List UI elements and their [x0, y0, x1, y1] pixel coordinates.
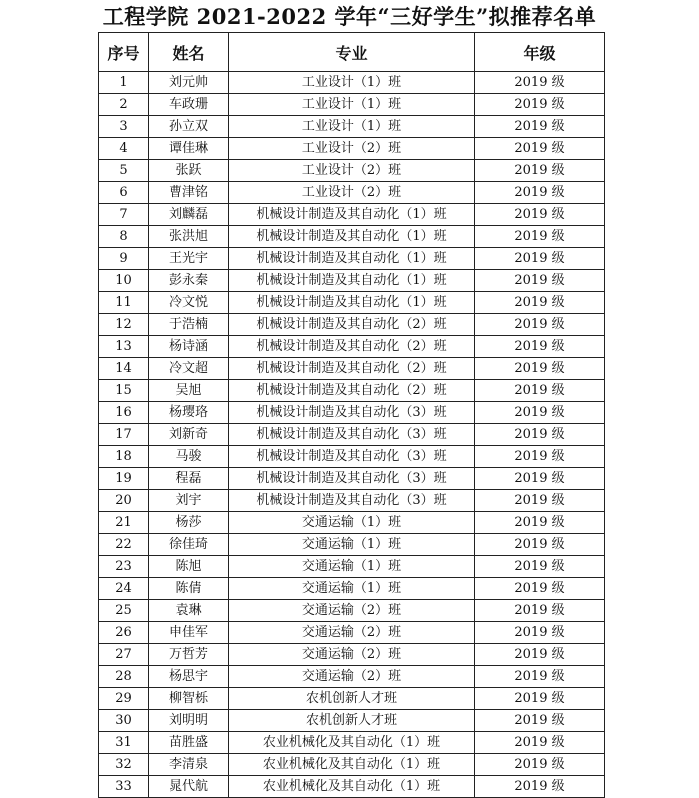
- cell-major: 农业机械化及其自动化（1）班: [229, 732, 475, 754]
- cell-grade: 2019 级: [475, 138, 605, 160]
- cell-major: 交通运输（2）班: [229, 600, 475, 622]
- cell-name: 王光宇: [149, 248, 229, 270]
- cell-major: 机械设计制造及其自动化（1）班: [229, 204, 475, 226]
- cell-name: 徐佳琦: [149, 534, 229, 556]
- cell-major: 机械设计制造及其自动化（2）班: [229, 336, 475, 358]
- cell-major: 交通运输（1）班: [229, 512, 475, 534]
- cell-name: 张跃: [149, 160, 229, 182]
- cell-name: 刘元帅: [149, 72, 229, 94]
- table-body: [99, 72, 605, 798]
- cell-name: 刘麟磊: [149, 204, 229, 226]
- table-row: [99, 138, 605, 160]
- table-header-row: [99, 33, 605, 72]
- cell-grade: 2019 级: [475, 644, 605, 666]
- cell-no: 2: [99, 94, 149, 116]
- cell-no: 11: [99, 292, 149, 314]
- table-row: [99, 358, 605, 380]
- table-row: [99, 688, 605, 710]
- table-row: [99, 182, 605, 204]
- cell-no: 22: [99, 534, 149, 556]
- cell-major: 农业机械化及其自动化（1）班: [229, 776, 475, 798]
- table-row: [99, 600, 605, 622]
- cell-grade: 2019 级: [475, 600, 605, 622]
- cell-grade: 2019 级: [475, 248, 605, 270]
- cell-name: 刘宇: [149, 490, 229, 512]
- cell-name: 刘明明: [149, 710, 229, 732]
- cell-name: 冷文超: [149, 358, 229, 380]
- table-row: [99, 72, 605, 94]
- cell-major: 交通运输（2）班: [229, 622, 475, 644]
- cell-no: 16: [99, 402, 149, 424]
- cell-grade: 2019 级: [475, 402, 605, 424]
- cell-major: 交通运输（1）班: [229, 556, 475, 578]
- cell-major: 机械设计制造及其自动化（2）班: [229, 314, 475, 336]
- cell-no: 30: [99, 710, 149, 732]
- cell-no: 21: [99, 512, 149, 534]
- cell-major: 工业设计（2）班: [229, 138, 475, 160]
- cell-no: 10: [99, 270, 149, 292]
- cell-name: 杨莎: [149, 512, 229, 534]
- cell-major: 机械设计制造及其自动化（1）班: [229, 248, 475, 270]
- table-row: [99, 160, 605, 182]
- cell-grade: 2019 级: [475, 776, 605, 798]
- table-row: [99, 336, 605, 358]
- cell-grade: 2019 级: [475, 226, 605, 248]
- cell-no: 6: [99, 182, 149, 204]
- cell-grade: 2019 级: [475, 94, 605, 116]
- cell-grade: 2019 级: [475, 688, 605, 710]
- table-row: [99, 534, 605, 556]
- table-row: [99, 468, 605, 490]
- cell-no: 3: [99, 116, 149, 138]
- cell-major: 机械设计制造及其自动化（1）班: [229, 226, 475, 248]
- cell-no: 4: [99, 138, 149, 160]
- cell-major: 交通运输（1）班: [229, 578, 475, 600]
- cell-major: 交通运输（1）班: [229, 534, 475, 556]
- cell-no: 27: [99, 644, 149, 666]
- cell-name: 万哲芳: [149, 644, 229, 666]
- cell-major: 工业设计（1）班: [229, 116, 475, 138]
- cell-grade: 2019 级: [475, 468, 605, 490]
- table-row: [99, 248, 605, 270]
- cell-no: 29: [99, 688, 149, 710]
- cell-name: 杨思宇: [149, 666, 229, 688]
- cell-no: 32: [99, 754, 149, 776]
- cell-grade: 2019 级: [475, 666, 605, 688]
- cell-name: 孙立双: [149, 116, 229, 138]
- cell-no: 20: [99, 490, 149, 512]
- cell-grade: 2019 级: [475, 490, 605, 512]
- cell-major: 机械设计制造及其自动化（3）班: [229, 490, 475, 512]
- cell-name: 陈旭: [149, 556, 229, 578]
- cell-major: 工业设计（2）班: [229, 182, 475, 204]
- table-row: [99, 622, 605, 644]
- table-row: [99, 226, 605, 248]
- cell-no: 14: [99, 358, 149, 380]
- table-row: [99, 710, 605, 732]
- cell-major: 机械设计制造及其自动化（1）班: [229, 270, 475, 292]
- cell-no: 28: [99, 666, 149, 688]
- table-row: [99, 666, 605, 688]
- cell-name: 彭永秦: [149, 270, 229, 292]
- cell-name: 申佳军: [149, 622, 229, 644]
- cell-major: 机械设计制造及其自动化（3）班: [229, 446, 475, 468]
- cell-grade: 2019 级: [475, 732, 605, 754]
- cell-name: 苗胜盛: [149, 732, 229, 754]
- cell-no: 5: [99, 160, 149, 182]
- cell-major: 工业设计（1）班: [229, 94, 475, 116]
- cell-no: 25: [99, 600, 149, 622]
- cell-grade: 2019 级: [475, 204, 605, 226]
- nominee-table: [98, 32, 605, 798]
- cell-grade: 2019 级: [475, 512, 605, 534]
- cell-grade: 2019 级: [475, 710, 605, 732]
- cell-no: 19: [99, 468, 149, 490]
- cell-grade: 2019 级: [475, 270, 605, 292]
- cell-major: 机械设计制造及其自动化（3）班: [229, 424, 475, 446]
- header-major: 专业: [229, 33, 475, 72]
- cell-name: 马骏: [149, 446, 229, 468]
- table-row: [99, 116, 605, 138]
- cell-no: 31: [99, 732, 149, 754]
- table-row: [99, 94, 605, 116]
- cell-grade: 2019 级: [475, 314, 605, 336]
- table-row: [99, 380, 605, 402]
- header-no: 序号: [99, 33, 149, 72]
- cell-major: 农业机械化及其自动化（1）班: [229, 754, 475, 776]
- cell-grade: 2019 级: [475, 358, 605, 380]
- cell-no: 7: [99, 204, 149, 226]
- cell-name: 柳智栎: [149, 688, 229, 710]
- table-row: [99, 424, 605, 446]
- table-row: [99, 732, 605, 754]
- cell-major: 农机创新人才班: [229, 710, 475, 732]
- cell-major: 机械设计制造及其自动化（2）班: [229, 380, 475, 402]
- cell-name: 冷文悦: [149, 292, 229, 314]
- table-row: [99, 644, 605, 666]
- cell-grade: 2019 级: [475, 754, 605, 776]
- cell-major: 农机创新人才班: [229, 688, 475, 710]
- header-grade: 年级: [475, 33, 605, 72]
- cell-grade: 2019 级: [475, 160, 605, 182]
- cell-name: 刘新奇: [149, 424, 229, 446]
- cell-no: 15: [99, 380, 149, 402]
- page-title: 工程学院 2021-2022 学年“三好学生”拟推荐名单: [102, 4, 597, 29]
- cell-grade: 2019 级: [475, 182, 605, 204]
- cell-grade: 2019 级: [475, 578, 605, 600]
- cell-name: 谭佳琳: [149, 138, 229, 160]
- cell-name: 吴旭: [149, 380, 229, 402]
- table-row: [99, 314, 605, 336]
- cell-name: 袁琳: [149, 600, 229, 622]
- cell-name: 杨璎珞: [149, 402, 229, 424]
- cell-grade: 2019 级: [475, 556, 605, 578]
- table-row: [99, 446, 605, 468]
- table-row: [99, 512, 605, 534]
- cell-no: 9: [99, 248, 149, 270]
- cell-name: 于浩楠: [149, 314, 229, 336]
- cell-name: 车政珊: [149, 94, 229, 116]
- cell-grade: 2019 级: [475, 380, 605, 402]
- cell-name: 晁代航: [149, 776, 229, 798]
- cell-no: 12: [99, 314, 149, 336]
- cell-major: 交通运输（2）班: [229, 666, 475, 688]
- cell-grade: 2019 级: [475, 446, 605, 468]
- cell-name: 陈倩: [149, 578, 229, 600]
- cell-name: 李清泉: [149, 754, 229, 776]
- cell-grade: 2019 级: [475, 424, 605, 446]
- cell-grade: 2019 级: [475, 336, 605, 358]
- cell-grade: 2019 级: [475, 116, 605, 138]
- table-row: [99, 204, 605, 226]
- cell-name: 张洪旭: [149, 226, 229, 248]
- cell-grade: 2019 级: [475, 72, 605, 94]
- table-row: [99, 292, 605, 314]
- table-row: [99, 490, 605, 512]
- table-row: [99, 578, 605, 600]
- cell-major: 工业设计（1）班: [229, 72, 475, 94]
- cell-major: 机械设计制造及其自动化（1）班: [229, 292, 475, 314]
- cell-no: 18: [99, 446, 149, 468]
- table-row: [99, 754, 605, 776]
- cell-no: 8: [99, 226, 149, 248]
- cell-name: 程磊: [149, 468, 229, 490]
- table-row: [99, 776, 605, 798]
- header-name: 姓名: [149, 33, 229, 72]
- table-row: [99, 270, 605, 292]
- cell-major: 机械设计制造及其自动化（3）班: [229, 402, 475, 424]
- cell-major: 交通运输（2）班: [229, 644, 475, 666]
- cell-grade: 2019 级: [475, 534, 605, 556]
- cell-major: 机械设计制造及其自动化（2）班: [229, 358, 475, 380]
- cell-major: 机械设计制造及其自动化（3）班: [229, 468, 475, 490]
- cell-grade: 2019 级: [475, 622, 605, 644]
- cell-grade: 2019 级: [475, 292, 605, 314]
- cell-major: 工业设计（2）班: [229, 160, 475, 182]
- cell-no: 24: [99, 578, 149, 600]
- cell-name: 曹津铭: [149, 182, 229, 204]
- cell-no: 23: [99, 556, 149, 578]
- cell-no: 13: [99, 336, 149, 358]
- cell-no: 1: [99, 72, 149, 94]
- table-row: [99, 556, 605, 578]
- cell-no: 26: [99, 622, 149, 644]
- table-row: [99, 402, 605, 424]
- cell-no: 17: [99, 424, 149, 446]
- cell-name: 杨诗涵: [149, 336, 229, 358]
- cell-no: 33: [99, 776, 149, 798]
